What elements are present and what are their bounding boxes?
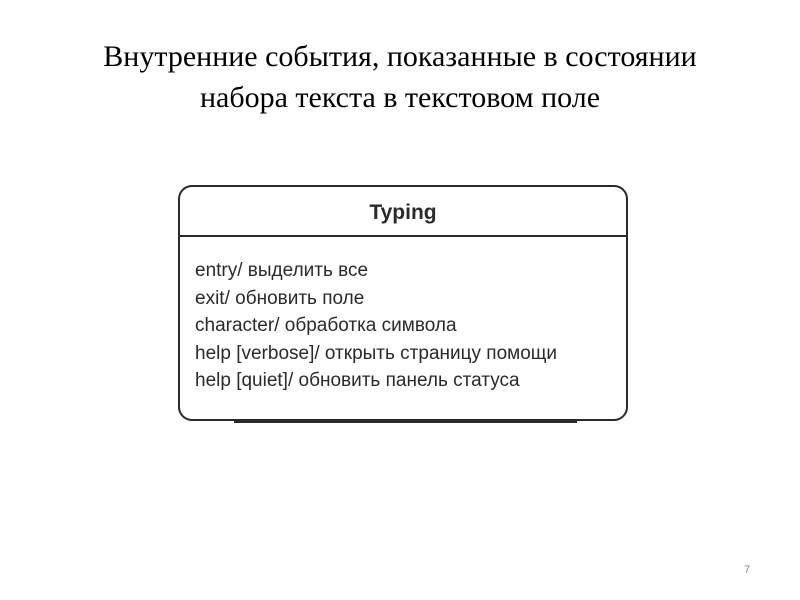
activity-help-verbose: help [verbose]/ открыть страницу помощи bbox=[195, 342, 558, 364]
activity-help-quiet: help [quiet]/ обновить панель статуса bbox=[195, 370, 520, 391]
page-number: 7 bbox=[744, 564, 751, 576]
slide-title-line-1: Внутренние события, показанные в состоянии bbox=[103, 40, 697, 73]
state-box-underline bbox=[234, 421, 577, 423]
state-divider bbox=[180, 235, 626, 237]
activity-exit: exit/ обновить поле bbox=[195, 287, 365, 309]
internal-activities-list bbox=[195, 257, 557, 395]
state-name: Typing bbox=[369, 201, 437, 224]
slide-title-line-2: набора текста в текстовом поле bbox=[199, 81, 601, 114]
state-box-typing bbox=[178, 185, 628, 421]
activity-entry: entry/ выделить все bbox=[195, 260, 369, 281]
activity-character: character/ обработка символа bbox=[195, 315, 457, 336]
slide-title bbox=[0, 36, 800, 118]
